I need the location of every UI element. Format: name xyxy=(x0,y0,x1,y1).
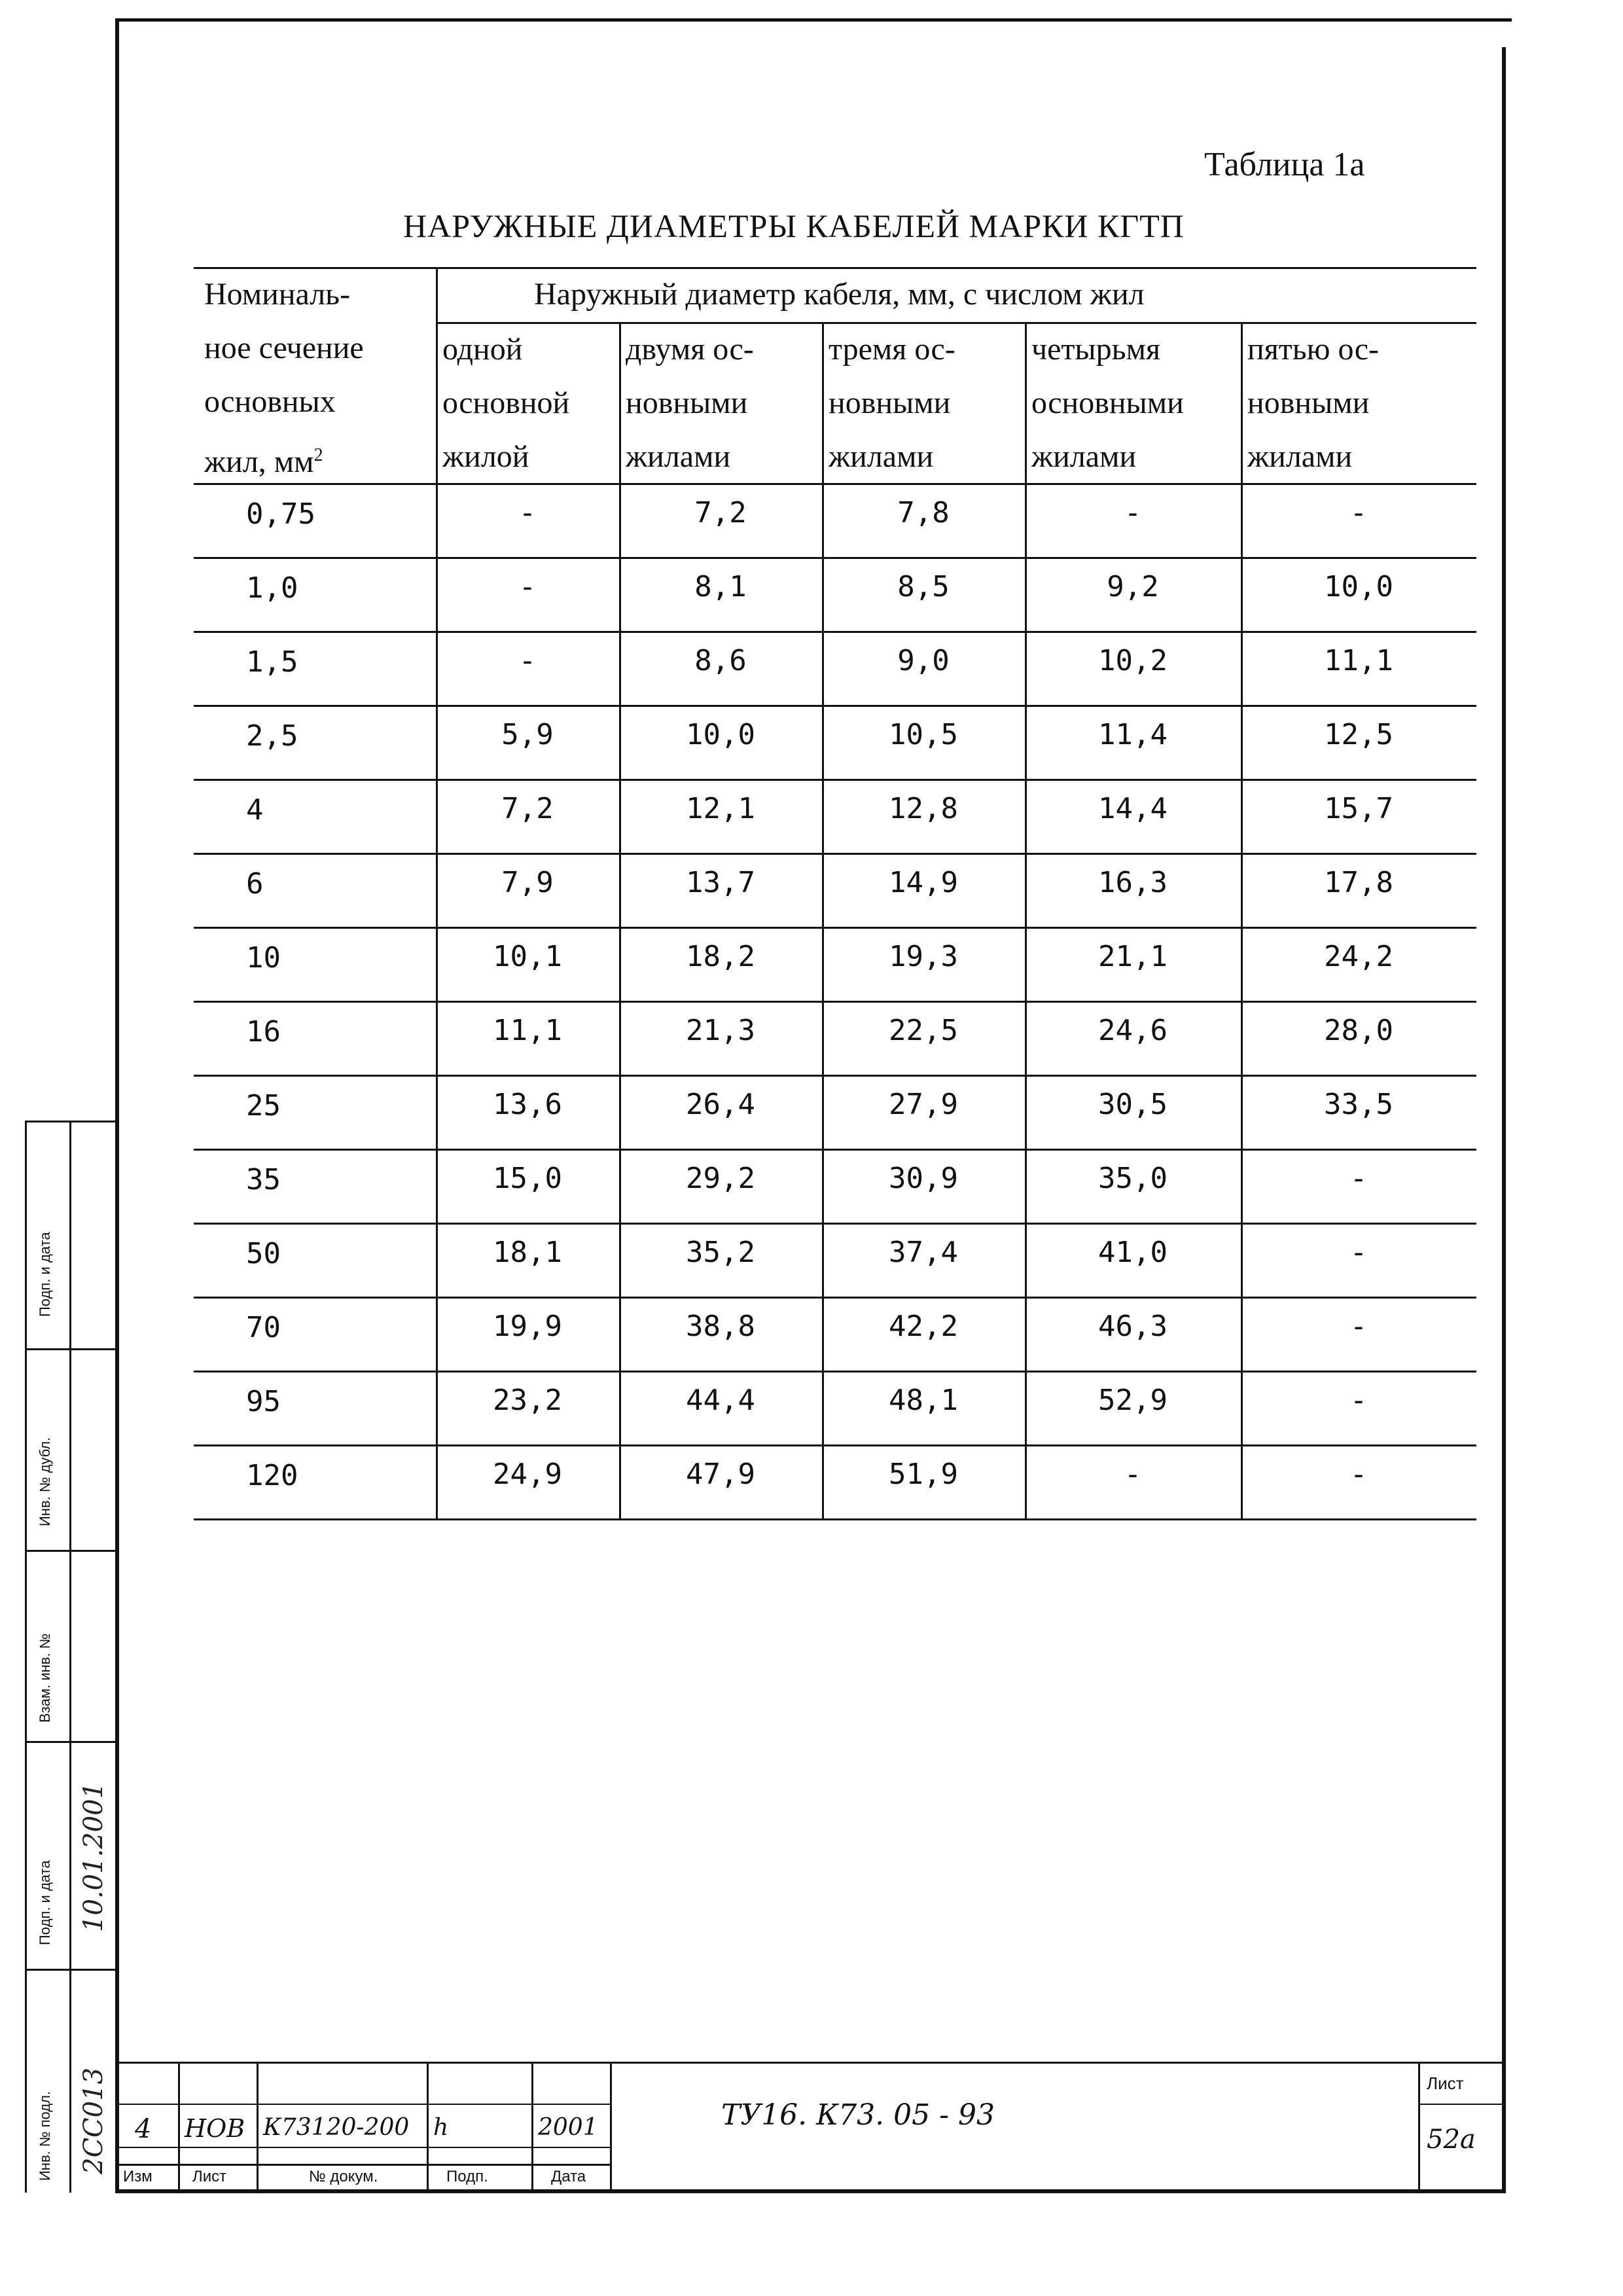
table-row-section: 16 xyxy=(246,1015,281,1049)
table-cell-value: 7,9 xyxy=(501,866,554,899)
header-subcol-line: жилами xyxy=(1247,439,1353,474)
table-cell-value: 24,9 xyxy=(493,1458,562,1491)
strip-divider-4 xyxy=(25,1969,116,1971)
table-cell-value: 10,1 xyxy=(493,940,562,973)
table-row-section: 1,5 xyxy=(246,645,298,679)
table-cell-value: 15,7 xyxy=(1324,792,1393,825)
table-cell-value: 35,2 xyxy=(686,1236,755,1269)
table-cell-value: - xyxy=(1349,1310,1368,1343)
table-row-section: 95 xyxy=(246,1385,281,1418)
strip-divider-2 xyxy=(25,1550,116,1552)
table-cell-value: 46,3 xyxy=(1098,1310,1168,1343)
header-section-line: основных xyxy=(204,384,336,419)
handwritten-inv-number: 2CC013 xyxy=(79,2067,109,2174)
table-cell-value: 19,3 xyxy=(889,940,958,973)
strip-outer-line xyxy=(25,1121,27,2193)
tb-label-line xyxy=(119,2164,610,2166)
strip-label-orig-inv: Инв. № подл. xyxy=(37,2090,53,2181)
table-cell-value: 11,1 xyxy=(493,1014,562,1047)
strip-label-replace-inv: Взам. инв. № xyxy=(37,1633,53,1723)
table-cell-value: 9,2 xyxy=(1107,570,1159,603)
title-block xyxy=(119,2062,1502,2189)
table-cell-value: 10,0 xyxy=(686,718,755,751)
tb-doc-number: К73120-200 xyxy=(263,2114,410,2141)
tb-label-sign: Подп. xyxy=(446,2168,488,2185)
table-cell-value: 13,6 xyxy=(493,1088,562,1121)
tb-label-izm: Изм xyxy=(123,2168,152,2185)
tb-label-doc: № докум. xyxy=(309,2168,378,2185)
table-cell-value: 12,1 xyxy=(686,792,755,825)
tb-col-1 xyxy=(178,2062,180,2189)
table-cell-value: 22,5 xyxy=(889,1014,958,1047)
header-subcol-line: одной xyxy=(442,332,523,367)
table-cell-value: 29,2 xyxy=(686,1162,755,1195)
table-cell-value: 44,4 xyxy=(686,1384,755,1417)
strip-divider-3 xyxy=(25,1741,116,1743)
tb-label-list: Лист xyxy=(192,2168,227,2185)
row-divider xyxy=(194,1149,1476,1151)
table-row-section: 2,5 xyxy=(246,719,298,753)
header-subcol-line: новными xyxy=(1247,386,1370,420)
tb-label-date: Дата xyxy=(551,2168,586,2185)
row-divider xyxy=(194,853,1476,855)
table-cell-value: 24,2 xyxy=(1324,940,1393,973)
table-cell-value: 11,4 xyxy=(1098,718,1168,751)
table-cell-value: 18,1 xyxy=(493,1236,562,1269)
table-cell-value: 26,4 xyxy=(686,1088,755,1121)
table-cell-value: 30,5 xyxy=(1098,1088,1168,1121)
tb-col-3 xyxy=(427,2062,429,2189)
row-divider xyxy=(194,927,1476,929)
header-subcol-line: новными xyxy=(626,386,748,420)
strip-inner-line xyxy=(69,1121,71,2193)
table-cell-value: - xyxy=(518,644,537,677)
table-cell-value: 33,5 xyxy=(1324,1088,1393,1121)
header-subcol-line: жилами xyxy=(1031,439,1137,474)
header-subcol-line: жилами xyxy=(626,439,731,474)
tb-signature: ℎ xyxy=(433,2114,449,2141)
table-row-section: 1,0 xyxy=(246,571,298,605)
side-stamp-strip xyxy=(25,1121,116,2193)
tb-mid-line-1 xyxy=(119,2104,610,2105)
tb-list-value: НОВ xyxy=(185,2114,245,2143)
table-cell-value: 41,0 xyxy=(1098,1236,1168,1269)
table-cell-value: 16,3 xyxy=(1098,866,1168,899)
table-cell-value: 42,2 xyxy=(889,1310,958,1343)
table-cell-value: 51,9 xyxy=(889,1458,958,1491)
table-cell-value: 38,8 xyxy=(686,1310,755,1343)
tb-mid-line-2 xyxy=(119,2147,610,2148)
table-cell-value: 10,5 xyxy=(889,718,958,751)
table-cell-value: 8,6 xyxy=(694,644,747,677)
table-row-section: 25 xyxy=(246,1089,281,1122)
table-cell-value: - xyxy=(1349,1236,1368,1269)
row-divider xyxy=(194,631,1476,633)
document-code: ТУ16. К73. 05 - 93 xyxy=(721,2098,995,2132)
table-label: Таблица 1а xyxy=(1204,146,1365,183)
table-cell-value: 17,8 xyxy=(1324,866,1393,899)
table-cell-value: 9,0 xyxy=(897,644,950,677)
frame-bottom-border xyxy=(115,2189,1506,2193)
strip-label-sign-date-1: Подп. и дата xyxy=(37,1232,53,1317)
table-cell-value: - xyxy=(1349,1458,1368,1491)
header-subcol-line: двумя ос- xyxy=(626,332,754,367)
table-cell-value: 13,7 xyxy=(686,866,755,899)
header-subcol-line: новными xyxy=(829,386,951,420)
tb-col-sheet xyxy=(1418,2062,1420,2189)
header-superscript: 2 xyxy=(313,445,323,465)
table-cell-value: - xyxy=(1349,1162,1368,1195)
table-cell-value: 11,1 xyxy=(1324,644,1393,677)
table-cell-value: 10,0 xyxy=(1324,570,1393,603)
table-cell-value: 28,0 xyxy=(1324,1014,1393,1047)
tb-top-line xyxy=(119,2062,1502,2064)
table-cell-value: 8,5 xyxy=(897,570,950,603)
tb-sheet-label: Лист xyxy=(1427,2073,1464,2093)
table-cell-value: 12,8 xyxy=(889,792,958,825)
header-subcol-line: жилой xyxy=(442,439,529,474)
row-divider xyxy=(194,1075,1476,1077)
table-cell-value: 7,2 xyxy=(694,496,747,529)
table-cell-value: 12,5 xyxy=(1324,718,1393,751)
table-cell-value: - xyxy=(1349,1384,1368,1417)
row-divider xyxy=(194,1297,1476,1299)
tb-izm-value: 4 xyxy=(135,2114,152,2144)
table-cell-value: 52,9 xyxy=(1098,1384,1168,1417)
table-cell-value: 15,0 xyxy=(493,1162,562,1195)
row-divider xyxy=(194,1001,1476,1003)
strip-label-dup-inv: Инв. № дубл. xyxy=(37,1437,53,1526)
row-divider xyxy=(194,1518,1476,1520)
header-subcol-line: тремя ос- xyxy=(829,332,955,367)
table-cell-value: 8,1 xyxy=(694,570,747,603)
header-section-line: Номиналь- xyxy=(204,277,351,312)
table-cell-value: 21,3 xyxy=(686,1014,755,1047)
table-cell-value: - xyxy=(1124,1458,1142,1491)
header-subcol-line: жилами xyxy=(829,439,934,474)
table-cell-value: - xyxy=(518,496,537,529)
row-divider xyxy=(194,1223,1476,1225)
tb-sheet-number: 52а xyxy=(1427,2125,1476,2155)
tb-date-value: 2001 xyxy=(538,2114,598,2141)
tb-col-4 xyxy=(531,2062,533,2189)
table-cell-value: 14,9 xyxy=(889,866,958,899)
row-divider xyxy=(194,557,1476,559)
table-cell-value: 48,1 xyxy=(889,1384,958,1417)
row-divider xyxy=(194,705,1476,707)
header-group-title: Наружный диаметр кабеля, мм, с числом жил xyxy=(534,277,1145,312)
table-cell-value: 30,9 xyxy=(889,1162,958,1195)
table-row-section: 35 xyxy=(246,1163,281,1196)
table-cell-value: 18,2 xyxy=(686,940,755,973)
table-row-section: 10 xyxy=(246,941,281,975)
header-section-line: ное сечение xyxy=(204,331,364,365)
frame-top-border xyxy=(115,18,1512,22)
table-cell-value: 37,4 xyxy=(889,1236,958,1269)
table-cell-value: 7,2 xyxy=(501,792,554,825)
row-divider xyxy=(194,779,1476,781)
table-cell-value: 21,1 xyxy=(1098,940,1168,973)
header-subcol-line: пятью ос- xyxy=(1247,332,1379,367)
tb-col-5 xyxy=(610,2062,612,2189)
handwritten-date: 10.01.2001 xyxy=(79,1782,109,1932)
table-cell-value: 14,4 xyxy=(1098,792,1168,825)
tb-sheet-line xyxy=(1418,2104,1502,2105)
table-cell-value: 10,2 xyxy=(1098,644,1168,677)
row-divider xyxy=(194,1371,1476,1372)
table-cell-value: 19,9 xyxy=(493,1310,562,1343)
table-row-section: 70 xyxy=(246,1311,281,1344)
table-row-section: 120 xyxy=(246,1459,298,1492)
header-subcol-line: основной xyxy=(442,386,570,420)
table-cell-value: 23,2 xyxy=(493,1384,562,1417)
header-section-line: жил, $мм^2$ xyxy=(204,444,323,479)
table-cell-value: 24,6 xyxy=(1098,1014,1168,1047)
table-cell-value: - xyxy=(518,570,537,603)
table-row-section: 6 xyxy=(246,867,264,901)
strip-label-sign-date-2: Подп. и дата xyxy=(37,1860,53,1945)
table-row-section: 4 xyxy=(246,793,264,827)
table-cell-value: 7,8 xyxy=(897,496,950,529)
table-row-section: 50 xyxy=(246,1237,281,1270)
frame-right-border xyxy=(1502,47,1506,2193)
table-cell-value: - xyxy=(1349,496,1368,529)
header-subcol-line: основными xyxy=(1031,386,1184,420)
table-cell-value: - xyxy=(1124,496,1142,529)
row-divider xyxy=(194,1444,1476,1446)
page-title: НАРУЖНЫЕ ДИАМЕТРЫ КАБЕЛЕЙ МАРКИ КГТП xyxy=(403,207,1185,244)
table-cell-value: 5,9 xyxy=(501,718,554,751)
table-row-section: 0,75 xyxy=(246,497,315,531)
header-subcol-line: четырьмя xyxy=(1031,332,1161,367)
table-cell-value: 47,9 xyxy=(686,1458,755,1491)
table-cell-value: 35,0 xyxy=(1098,1162,1168,1195)
strip-divider-1 xyxy=(25,1348,116,1350)
table-cell-value: 27,9 xyxy=(889,1088,958,1121)
tb-col-2 xyxy=(257,2062,259,2189)
